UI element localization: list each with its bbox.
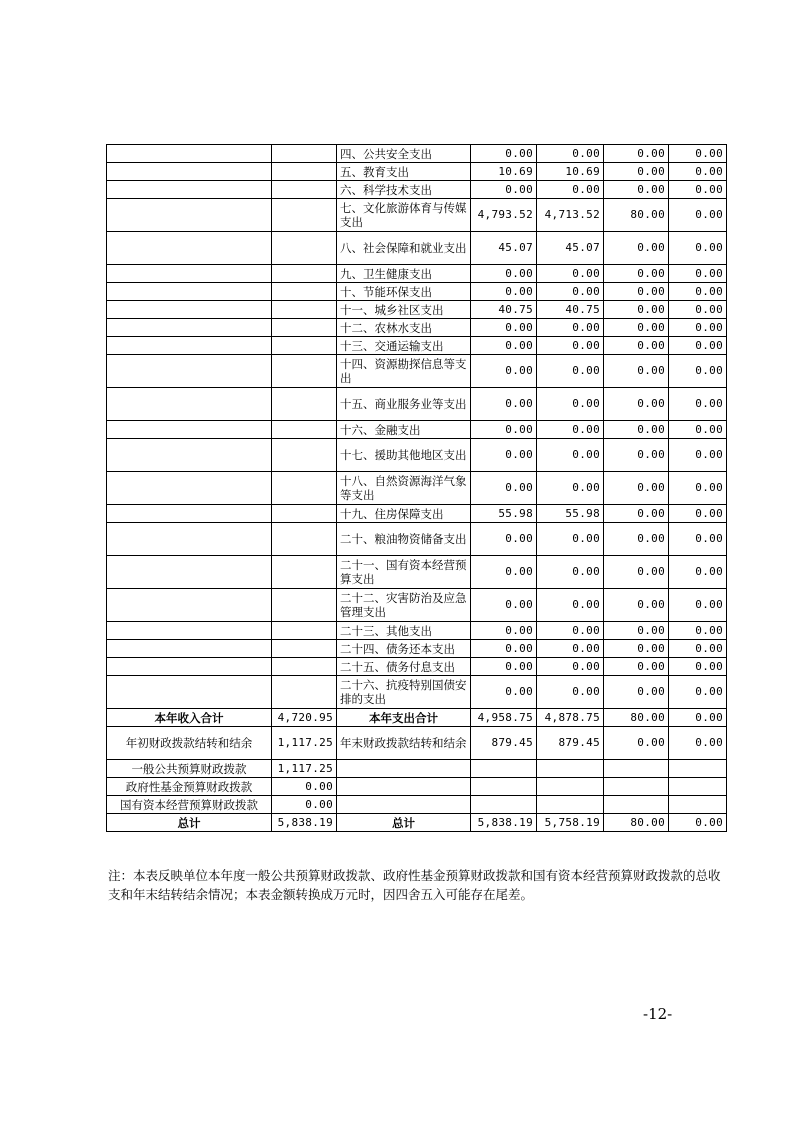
table-row [107, 232, 727, 265]
income-amount-cell [272, 658, 337, 676]
expense-amount-v2: 0.00 [537, 319, 604, 337]
expense-amount-v1: 0.00 [471, 439, 537, 472]
empty-cell [669, 796, 727, 814]
expense-item-label: 十八、自然资源海洋气象等支出 [337, 472, 471, 505]
expense-amount-v2: 0.00 [537, 145, 604, 163]
expense-amount-v2: 0.00 [537, 523, 604, 556]
table-row [107, 421, 727, 439]
expense-item-label: 九、卫生健康支出 [337, 265, 471, 283]
expense-amount-v3: 0.00 [604, 640, 669, 658]
expense-amount-v3: 0.00 [604, 337, 669, 355]
income-item-cell [107, 676, 272, 709]
expense-amount-v3: 0.00 [604, 676, 669, 709]
expense-amount-v1: 10.69 [471, 163, 537, 181]
income-label: 总计 [107, 814, 272, 832]
empty-cell [471, 760, 537, 778]
expense-amount-v4: 0.00 [669, 199, 727, 232]
expense-amount-v2: 0.00 [537, 556, 604, 589]
expense-amount-v4: 0.00 [669, 265, 727, 283]
empty-cell [471, 796, 537, 814]
expense-amount-v3: 0.00 [604, 505, 669, 523]
empty-cell [337, 778, 471, 796]
expense-amount-v2: 0.00 [537, 388, 604, 421]
expense-amount-v3: 0.00 [604, 658, 669, 676]
expense-amount-v2: 0.00 [537, 622, 604, 640]
table-row [107, 145, 727, 163]
income-item-cell [107, 232, 272, 265]
table-row [107, 472, 727, 505]
income-item-cell [107, 640, 272, 658]
income-item-cell [107, 355, 272, 388]
income-item-cell [107, 163, 272, 181]
expense-amount-v4: 0.00 [669, 319, 727, 337]
income-amount-cell [272, 676, 337, 709]
expense-amount-v1: 55.98 [471, 505, 537, 523]
income-label: 本年收入合计 [107, 709, 272, 727]
table-row [107, 181, 727, 199]
table-row [107, 439, 727, 472]
expense-item-label: 五、教育支出 [337, 163, 471, 181]
expense-amount-v1: 0.00 [471, 388, 537, 421]
expense-amount-v4: 0.00 [669, 163, 727, 181]
empty-cell [669, 760, 727, 778]
expense-amount-v3: 0.00 [604, 388, 669, 421]
expense-amount-v1: 0.00 [471, 319, 537, 337]
expense-amount-v3: 0.00 [604, 355, 669, 388]
carry-sub-row [107, 760, 727, 778]
expense-amount-v1: 45.07 [471, 232, 537, 265]
income-amount-cell [272, 283, 337, 301]
empty-cell [604, 796, 669, 814]
income-amount-cell [272, 556, 337, 589]
expense-amount-v3: 0.00 [604, 232, 669, 265]
empty-cell [604, 760, 669, 778]
expense-amount-v1: 0.00 [471, 676, 537, 709]
expense-value-v2: 4,878.75 [537, 709, 604, 727]
expense-amount-v1: 0.00 [471, 640, 537, 658]
expense-item-label: 十六、金融支出 [337, 421, 471, 439]
expense-amount-v2: 0.00 [537, 439, 604, 472]
income-item-cell [107, 337, 272, 355]
income-item-cell [107, 388, 272, 421]
expense-amount-v1: 0.00 [471, 181, 537, 199]
income-amount-cell [272, 232, 337, 265]
expense-amount-v3: 0.00 [604, 319, 669, 337]
expense-item-label: 十二、农林水支出 [337, 319, 471, 337]
expense-amount-v4: 0.00 [669, 388, 727, 421]
table-row [107, 265, 727, 283]
expense-amount-v2: 0.00 [537, 181, 604, 199]
expense-amount-v4: 0.00 [669, 556, 727, 589]
expense-label: 本年支出合计 [337, 709, 471, 727]
expense-amount-v3: 0.00 [604, 421, 669, 439]
expense-amount-v2: 4,713.52 [537, 199, 604, 232]
expense-item-label: 二十六、抗疫特别国债安排的支出 [337, 676, 471, 709]
table-row [107, 640, 727, 658]
expense-amount-v2: 0.00 [537, 676, 604, 709]
carry-row [107, 727, 727, 760]
empty-cell [537, 796, 604, 814]
expense-item-label: 二十五、债务付息支出 [337, 658, 471, 676]
expense-item-label: 二十二、灾害防治及应急管理支出 [337, 589, 471, 622]
expense-amount-v3: 0.00 [604, 265, 669, 283]
expense-amount-v1: 0.00 [471, 523, 537, 556]
expense-value-v2: 5,758.19 [537, 814, 604, 832]
expense-item-label: 十四、资源勘探信息等支出 [337, 355, 471, 388]
expense-amount-v4: 0.00 [669, 439, 727, 472]
totals-row [107, 709, 727, 727]
expense-value-v1: 879.45 [471, 727, 537, 760]
table-row [107, 355, 727, 388]
table-row [107, 556, 727, 589]
expense-item-label: 十一、城乡社区支出 [337, 301, 471, 319]
expense-amount-v4: 0.00 [669, 589, 727, 622]
expense-amount-v1: 0.00 [471, 622, 537, 640]
expense-amount-v3: 0.00 [604, 439, 669, 472]
expense-label: 总计 [337, 814, 471, 832]
expense-amount-v4: 0.00 [669, 283, 727, 301]
expense-item-label: 二十四、债务还本支出 [337, 640, 471, 658]
expense-amount-v1: 0.00 [471, 337, 537, 355]
empty-cell [537, 760, 604, 778]
table-row [107, 337, 727, 355]
expense-amount-v3: 0.00 [604, 145, 669, 163]
expense-value-v2: 879.45 [537, 727, 604, 760]
table-row [107, 622, 727, 640]
expense-amount-v2: 0.00 [537, 640, 604, 658]
carry-sub-label: 国有资本经营预算财政拨款 [107, 796, 272, 814]
income-item-cell [107, 181, 272, 199]
income-item-cell [107, 472, 272, 505]
expense-item-label: 七、文化旅游体育与传媒支出 [337, 199, 471, 232]
expense-amount-v4: 0.00 [669, 658, 727, 676]
income-item-cell [107, 439, 272, 472]
expense-amount-v4: 0.00 [669, 181, 727, 199]
empty-cell [604, 778, 669, 796]
expense-amount-v3: 0.00 [604, 472, 669, 505]
expense-amount-v4: 0.00 [669, 301, 727, 319]
expense-amount-v2: 0.00 [537, 421, 604, 439]
expense-amount-v1: 0.00 [471, 589, 537, 622]
income-amount-cell [272, 523, 337, 556]
expense-amount-v1: 0.00 [471, 283, 537, 301]
expense-amount-v4: 0.00 [669, 505, 727, 523]
expense-item-label: 十五、商业服务业等支出 [337, 388, 471, 421]
expense-amount-v1: 0.00 [471, 355, 537, 388]
empty-cell [337, 796, 471, 814]
expense-amount-v3: 0.00 [604, 589, 669, 622]
empty-cell [337, 760, 471, 778]
expense-item-label: 二十三、其他支出 [337, 622, 471, 640]
grand-total-row [107, 814, 727, 832]
expense-amount-v4: 0.00 [669, 355, 727, 388]
income-amount-cell [272, 181, 337, 199]
expense-amount-v4: 0.00 [669, 472, 727, 505]
table-note: 注：本表反映单位本年度一般公共预算财政拨款、政府性基金预算财政拨款和国有资本经营预算财政拨款的总收支和年末结转结余情况；本表金额转换成万元时，因四舍五入可能存在尾差。 [108, 868, 721, 902]
expense-value-v1: 5,838.19 [471, 814, 537, 832]
table-row [107, 523, 727, 556]
page-number: -12- [643, 1005, 673, 1023]
expense-amount-v1: 40.75 [471, 301, 537, 319]
income-item-cell [107, 319, 272, 337]
carry-sub-value: 0.00 [272, 778, 337, 796]
table-row [107, 658, 727, 676]
expense-amount-v3: 0.00 [604, 181, 669, 199]
empty-cell [537, 778, 604, 796]
expense-amount-v3: 0.00 [604, 301, 669, 319]
income-label: 年初财政拨款结转和结余 [107, 727, 272, 760]
carry-sub-row [107, 796, 727, 814]
carry-sub-label: 政府性基金预算财政拨款 [107, 778, 272, 796]
expense-amount-v3: 0.00 [604, 523, 669, 556]
expense-amount-v1: 0.00 [471, 472, 537, 505]
expense-item-label: 八、社会保障和就业支出 [337, 232, 471, 265]
expense-amount-v2: 0.00 [537, 337, 604, 355]
expense-amount-v4: 0.00 [669, 523, 727, 556]
expense-amount-v4: 0.00 [669, 337, 727, 355]
expense-amount-v1: 0.00 [471, 658, 537, 676]
expense-item-label: 二十一、国有资本经营预算支出 [337, 556, 471, 589]
expense-amount-v1: 0.00 [471, 421, 537, 439]
carry-sub-row [107, 778, 727, 796]
income-amount-cell [272, 265, 337, 283]
expense-amount-v3: 0.00 [604, 622, 669, 640]
income-item-cell [107, 265, 272, 283]
expense-amount-v2: 0.00 [537, 658, 604, 676]
expense-amount-v4: 0.00 [669, 145, 727, 163]
income-item-cell [107, 283, 272, 301]
table-row [107, 283, 727, 301]
expense-amount-v1: 0.00 [471, 265, 537, 283]
expense-amount-v2: 0.00 [537, 355, 604, 388]
income-item-cell [107, 658, 272, 676]
expense-amount-v4: 0.00 [669, 421, 727, 439]
income-item-cell [107, 301, 272, 319]
expense-amount-v2: 0.00 [537, 589, 604, 622]
expense-amount-v2: 0.00 [537, 283, 604, 301]
carry-sub-value: 0.00 [272, 796, 337, 814]
income-item-cell [107, 589, 272, 622]
income-value: 1,117.25 [272, 727, 337, 760]
income-amount-cell [272, 421, 337, 439]
income-item-cell [107, 421, 272, 439]
expense-amount-v2: 45.07 [537, 232, 604, 265]
income-amount-cell [272, 505, 337, 523]
expense-amount-v4: 0.00 [669, 676, 727, 709]
carry-sub-value: 1,117.25 [272, 760, 337, 778]
expense-value-v4: 0.00 [669, 727, 727, 760]
expense-amount-v2: 0.00 [537, 472, 604, 505]
expense-amount-v2: 55.98 [537, 505, 604, 523]
expense-amount-v2: 0.00 [537, 265, 604, 283]
expense-amount-v3: 0.00 [604, 556, 669, 589]
expense-label: 年末财政拨款结转和结余 [337, 727, 471, 760]
income-amount-cell [272, 145, 337, 163]
expense-item-label: 六、科学技术支出 [337, 181, 471, 199]
expense-amount-v1: 4,793.52 [471, 199, 537, 232]
expense-amount-v3: 80.00 [604, 199, 669, 232]
table-row [107, 505, 727, 523]
income-item-cell [107, 556, 272, 589]
expense-amount-v2: 10.69 [537, 163, 604, 181]
income-item-cell [107, 523, 272, 556]
empty-cell [669, 778, 727, 796]
expense-item-label: 十三、交通运输支出 [337, 337, 471, 355]
expense-amount-v1: 0.00 [471, 556, 537, 589]
expense-value-v4: 0.00 [669, 814, 727, 832]
income-item-cell [107, 199, 272, 232]
carry-sub-label: 一般公共预算财政拨款 [107, 760, 272, 778]
table-row [107, 388, 727, 421]
income-amount-cell [272, 622, 337, 640]
expense-amount-v3: 0.00 [604, 283, 669, 301]
expense-value-v1: 4,958.75 [471, 709, 537, 727]
income-amount-cell [272, 355, 337, 388]
income-value: 5,838.19 [272, 814, 337, 832]
expense-value-v3: 80.00 [604, 814, 669, 832]
table-row [107, 676, 727, 709]
income-value: 4,720.95 [272, 709, 337, 727]
expense-item-label: 四、公共安全支出 [337, 145, 471, 163]
empty-cell [471, 778, 537, 796]
expense-amount-v4: 0.00 [669, 640, 727, 658]
income-item-cell [107, 145, 272, 163]
expense-item-label: 十、节能环保支出 [337, 283, 471, 301]
expense-item-label: 十七、援助其他地区支出 [337, 439, 471, 472]
expense-amount-v3: 0.00 [604, 163, 669, 181]
income-item-cell [107, 622, 272, 640]
expense-item-label: 二十、粮油物资储备支出 [337, 523, 471, 556]
income-amount-cell [272, 589, 337, 622]
expense-amount-v2: 40.75 [537, 301, 604, 319]
expense-value-v4: 0.00 [669, 709, 727, 727]
expense-item-label: 十九、住房保障支出 [337, 505, 471, 523]
budget-table [106, 144, 727, 832]
income-amount-cell [272, 472, 337, 505]
income-amount-cell [272, 319, 337, 337]
income-amount-cell [272, 388, 337, 421]
expense-value-v3: 80.00 [604, 709, 669, 727]
income-amount-cell [272, 199, 337, 232]
income-amount-cell [272, 337, 337, 355]
income-amount-cell [272, 163, 337, 181]
table-row [107, 163, 727, 181]
expense-value-v3: 0.00 [604, 727, 669, 760]
income-amount-cell [272, 640, 337, 658]
table-row [107, 199, 727, 232]
expense-amount-v4: 0.00 [669, 622, 727, 640]
table-row [107, 589, 727, 622]
income-item-cell [107, 505, 272, 523]
income-amount-cell [272, 301, 337, 319]
income-amount-cell [272, 439, 337, 472]
expense-amount-v1: 0.00 [471, 145, 537, 163]
expense-amount-v4: 0.00 [669, 232, 727, 265]
table-row [107, 301, 727, 319]
table-row [107, 319, 727, 337]
